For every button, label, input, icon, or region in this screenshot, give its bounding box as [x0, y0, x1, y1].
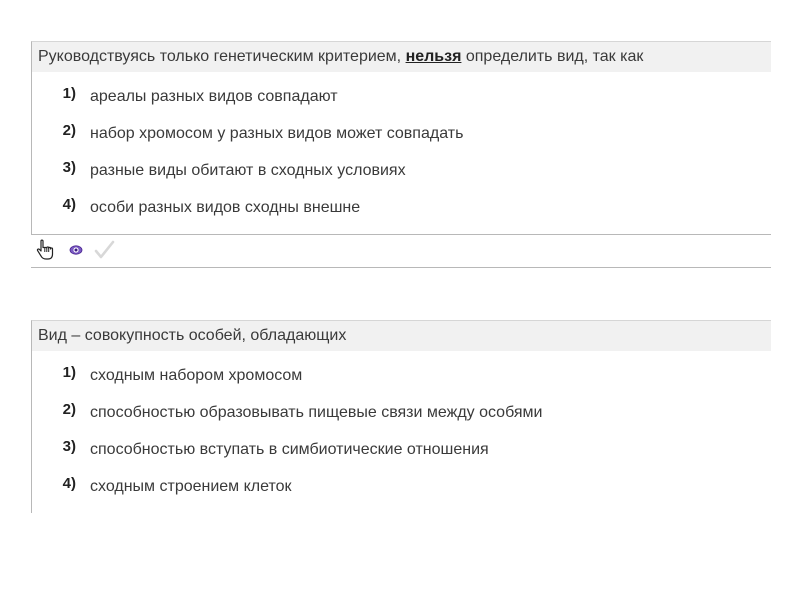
answer-number: 3) — [62, 159, 76, 176]
answer-option[interactable] — [32, 394, 771, 431]
answer-text: особи разных видов сходны внешне — [90, 199, 361, 216]
question-1-stem-after: определить вид, так как — [461, 48, 644, 65]
question-1-stem-before: Руководствуясь только генетическим критерием, — [38, 48, 406, 65]
answer-number: 4) — [62, 475, 76, 492]
question-2-answers — [32, 351, 771, 513]
answer-number: 2) — [62, 401, 76, 418]
eye-icon[interactable] — [69, 243, 83, 261]
question-2-box — [31, 320, 771, 513]
checkmark-icon[interactable] — [93, 239, 115, 266]
question-1 — [31, 41, 771, 268]
answer-option[interactable] — [32, 78, 771, 115]
answer-text: сходным строением клеток — [90, 478, 292, 495]
question-2-stem: Вид – совокупность особей, обладающих — [32, 321, 771, 351]
answer-text: разные виды обитают в сходных условиях — [90, 162, 406, 179]
answer-option[interactable] — [32, 152, 771, 189]
answer-number: 1) — [62, 85, 76, 102]
answer-text: набор хромосом у разных видов может совпадать — [90, 125, 464, 142]
answer-option[interactable] — [32, 115, 771, 152]
answer-option[interactable] — [32, 468, 771, 505]
question-1-stem — [32, 42, 771, 72]
answer-option[interactable] — [32, 431, 771, 468]
answer-number: 4) — [62, 196, 76, 213]
question-1-toolbar — [31, 235, 771, 268]
answer-option[interactable] — [32, 357, 771, 394]
answer-text: способностью вступать в симбиотические отношения — [90, 441, 489, 458]
answer-number: 2) — [62, 122, 76, 139]
question-2 — [31, 320, 771, 513]
question-1-answers — [32, 72, 771, 234]
answer-text: сходным набором хромосом — [90, 367, 303, 384]
question-1-box — [31, 41, 771, 235]
answer-option[interactable] — [32, 189, 771, 226]
answer-number: 1) — [62, 364, 76, 381]
question-1-stem-emphasis: нельзя — [405, 48, 462, 65]
answer-number: 3) — [62, 438, 76, 455]
answer-text: ареалы разных видов совпадают — [90, 88, 338, 105]
answer-text: способностью образовывать пищевые связи между особями — [90, 404, 543, 421]
hand-pointer-icon[interactable] — [35, 239, 55, 266]
